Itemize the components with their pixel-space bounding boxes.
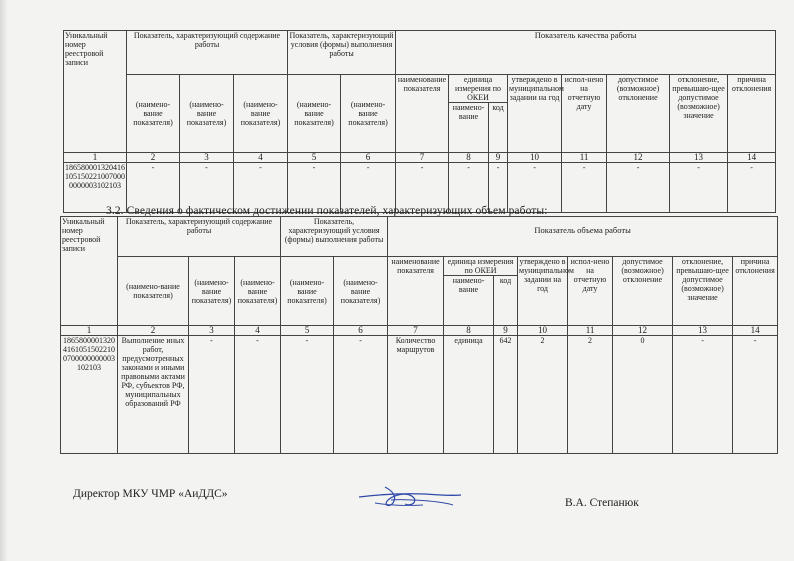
cell-value: -	[396, 163, 449, 213]
executed-value: 2	[568, 336, 613, 454]
header-indicator-name: наименование показателя	[388, 257, 444, 326]
column-number: 9	[494, 326, 518, 336]
cell-value: -	[288, 163, 341, 213]
header-sub-name-d: (наимено-вание показателя)	[281, 257, 334, 326]
column-number: 10	[508, 153, 562, 163]
column-number: 11	[562, 153, 607, 163]
cell-value: -	[281, 336, 334, 454]
scan-edge	[0, 0, 8, 561]
header-registry: Уникальный номер реестровой записи	[64, 31, 127, 153]
cell-value: -	[127, 163, 180, 213]
header-approved: утверждено в муниципальном задании на год	[508, 75, 562, 153]
column-number: 11	[568, 326, 613, 336]
header-volume: Показатель объема работы	[388, 217, 778, 257]
column-number: 6	[341, 153, 396, 163]
header-unit-name: наимено-вание	[444, 276, 494, 326]
header-work-conditions: Показатель, характеризующий условия (формы) выполнения работы	[288, 31, 396, 75]
header-registry: Уникальный номер реестровой записи	[61, 217, 118, 326]
approved-value: 2	[518, 336, 568, 454]
header-sub-name-c: (наимено-вание показателя)	[234, 75, 288, 153]
signature-image	[355, 483, 465, 513]
header-unit: единица измерения по ОКЕИ	[449, 75, 508, 103]
cell-value: -	[508, 163, 562, 213]
header-sub-name-c: (наимено-вание показателя)	[235, 257, 281, 326]
column-number: 12	[607, 153, 670, 163]
unit-code-value: 642	[494, 336, 518, 454]
column-number: 5	[288, 153, 341, 163]
header-allowed-deviation: допустимое (возможное) отклонение	[607, 75, 670, 153]
unit-name-value: единица	[444, 336, 494, 454]
column-number: 9	[489, 153, 508, 163]
column-number: 13	[670, 153, 728, 163]
column-number: 4	[234, 153, 288, 163]
header-sub-name-a: (наимено-вание показателя)	[118, 257, 189, 326]
header-exceeding-deviation: отклонение, превышаю-щее допустимое (возможное) значение	[673, 257, 733, 326]
header-work-content: Показатель, характеризующий содержание работы	[118, 217, 281, 257]
header-exceeding-deviation: отклонение, превышаю-щее допустимое (возможное) значение	[670, 75, 728, 153]
column-number: 1	[64, 153, 127, 163]
header-executed: испол-нено на отчетную дату	[562, 75, 607, 153]
cell-value: -	[562, 163, 607, 213]
header-sub-name-e: (наимено-вание показателя)	[334, 257, 388, 326]
column-number: 8	[449, 153, 489, 163]
column-number: 3	[189, 326, 235, 336]
volume-indicators-table	[60, 216, 778, 454]
cell-value: -	[234, 163, 288, 213]
signer-name: В.А. Степанюк	[565, 497, 639, 509]
indicator-value: Количество маршрутов	[388, 336, 444, 454]
cell-value: -	[189, 336, 235, 454]
header-work-content: Показатель, характеризующий содержание работы	[127, 31, 288, 75]
cell-value: -	[728, 163, 776, 213]
column-number: 14	[733, 326, 778, 336]
cell-value: -	[341, 163, 396, 213]
header-sub-name-e: (наимено-вание показателя)	[341, 75, 396, 153]
section-title: 3.2. Сведения о фактическом достижении показателей, характеризующих объем работы:	[106, 205, 548, 217]
cell-value: -	[180, 163, 234, 213]
cell-value: -	[449, 163, 489, 213]
cell-value: -	[607, 163, 670, 213]
column-number: 2	[118, 326, 189, 336]
header-reason: причина отклонения	[728, 75, 776, 153]
header-quality: Показатель качества работы	[396, 31, 776, 75]
registry-number: 186580000132041610515022100700000000003102103	[61, 336, 118, 454]
column-number: 5	[281, 326, 334, 336]
column-number: 8	[444, 326, 494, 336]
cell-value: -	[489, 163, 508, 213]
column-number: 10	[518, 326, 568, 336]
cell-value: -	[235, 336, 281, 454]
column-number: 1	[61, 326, 118, 336]
cell-value: -	[670, 163, 728, 213]
header-sub-name-b: (наимено-вание показателя)	[189, 257, 235, 326]
header-sub-name-a: (наимено-вание показателя)	[127, 75, 180, 153]
header-approved: утверждено в муниципальном задании на год	[518, 257, 568, 326]
column-number: 14	[728, 153, 776, 163]
cell-value: -	[334, 336, 388, 454]
table-row	[61, 336, 778, 454]
exceeding-deviation-value: -	[673, 336, 733, 454]
reason-value: -	[733, 336, 778, 454]
column-number: 3	[180, 153, 234, 163]
column-number: 2	[127, 153, 180, 163]
header-unit-code: код	[489, 103, 508, 153]
header-allowed-deviation: допустимое (возможное) отклонение	[613, 257, 673, 326]
header-unit-name: наимено-вание	[449, 103, 489, 153]
work-content-value: Выполнение иных работ, предусмотренных законами и иными правовыми актами РФ, субъектов РФ, муниципальных образований РФ	[118, 336, 189, 454]
header-indicator-name: наименование показателя	[396, 75, 449, 153]
header-executed: испол-нено на отчетную дату	[568, 257, 613, 326]
header-sub-name-d: (наимено-вание показателя)	[288, 75, 341, 153]
column-number: 6	[334, 326, 388, 336]
registry-number: 1865800013204161051502210070000000003102103	[64, 163, 127, 213]
header-reason: причина отклонения	[733, 257, 778, 326]
header-unit: единица измерения по ОКЕИ	[444, 257, 518, 276]
allowed-deviation-value: 0	[613, 336, 673, 454]
column-number: 4	[235, 326, 281, 336]
header-unit-code: код	[494, 276, 518, 326]
column-number: 7	[388, 326, 444, 336]
header-work-conditions: Показатель, характеризующий условия (формы) выполнения работы	[281, 217, 388, 257]
column-number: 13	[673, 326, 733, 336]
quality-indicators-table	[63, 30, 776, 213]
director-title: Директор МКУ ЧМР «АиДДС»	[73, 488, 228, 500]
column-number: 12	[613, 326, 673, 336]
column-number: 7	[396, 153, 449, 163]
header-sub-name-b: (наимено-вание показателя)	[180, 75, 234, 153]
